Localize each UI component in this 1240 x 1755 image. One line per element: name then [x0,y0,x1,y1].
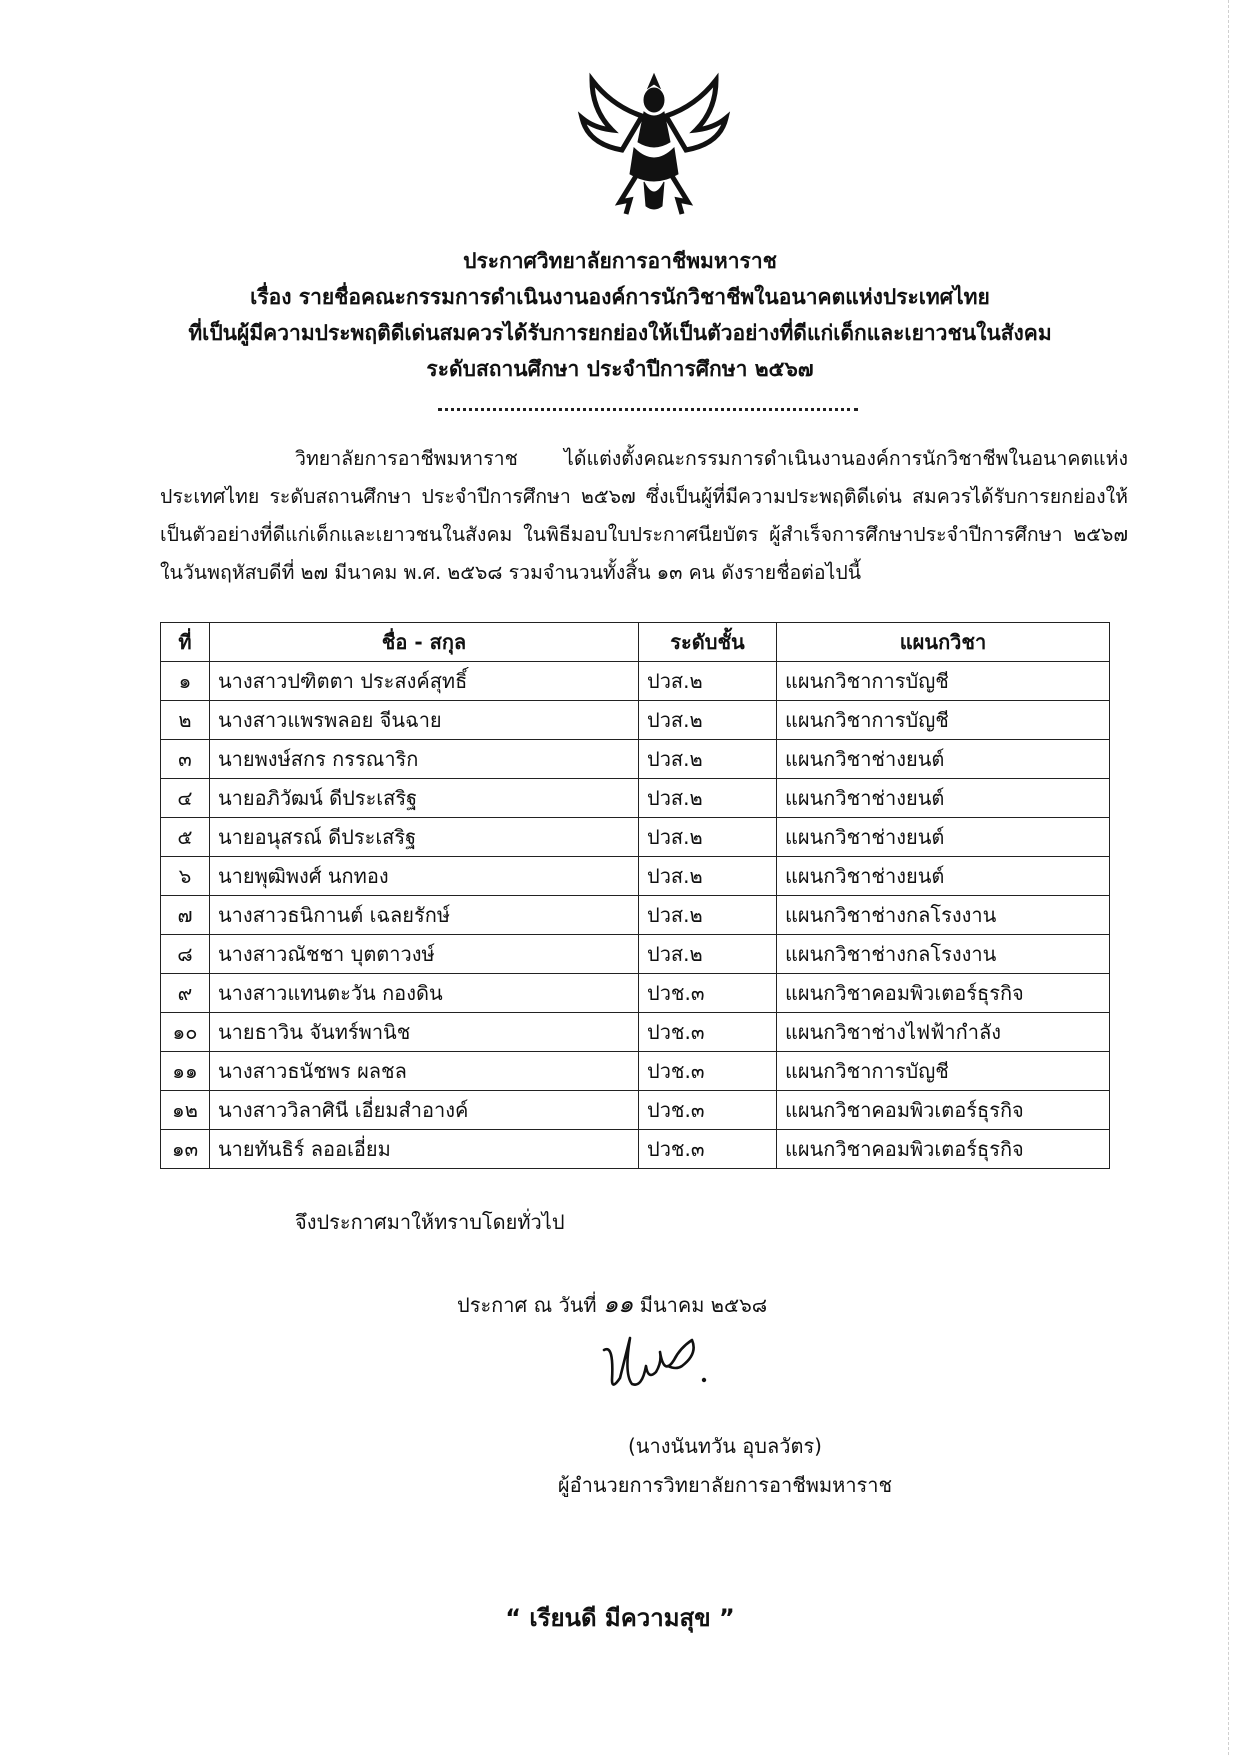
date-day: ๑๑ [602,1290,634,1318]
closing-text: จึงประกาศมาให้ทราบโดยทั่วไป [295,1210,565,1234]
announcement-date [457,1284,767,1323]
row-name: นายทันธิร์ ลออเอี่ยม [210,1130,639,1169]
recipients-table [160,622,1110,1169]
row-dept: แผนกวิชาคอมพิวเตอร์ธุรกิจ [777,974,1110,1013]
row-name: นายธาวิน จันทร์พานิช [210,1013,639,1052]
row-level: ปวช.๓ [639,1130,777,1169]
row-no: ๒ [161,701,210,740]
table-row [161,857,1110,896]
row-name: นายอภิวัฒน์ ดีประเสริฐ [210,779,639,818]
row-dept: แผนกวิชาช่างยนต์ [777,857,1110,896]
row-dept: แผนกวิชาการบัญชี [777,662,1110,701]
table-row [161,974,1110,1013]
row-no: ๔ [161,779,210,818]
row-dept: แผนกวิชาการบัญชี [777,1052,1110,1091]
row-no: ๑๒ [161,1091,210,1130]
row-name: นางสาวแทนตะวัน กองดิน [210,974,639,1013]
body-text: วิทยาลัยการอาชีพมหาราช ได้แต่งตั้งคณะกรรมการดำเนินงานองค์การนักวิชาชีพในอนาคตแห่งประเทศไทย ระดับสถานศึกษา ประจำปีการศึกษา ๒๕๖๗ ซึ่งเป็นผู้ที่มีความประพฤติดีเด่น สมควรได้รับการยกย่องให้เป็นตัวอย่างที่ดีแก่เด็กและเยาวชนในสังคม ในพิธีมอบใบประกาศนียบัตร ผู้สำเร็จการศึกษาประจำปีการศึกษา ๒๕๖๗ ในวันพฤหัสบดีที่ ๒๗ มีนาคม พ.ศ. ๒๕๖๘ รวมจำนวนทั้งสิ้น ๑๓ คน ดังรายชื่อต่อไปนี้ [160,447,1128,584]
row-no: ๑๐ [161,1013,210,1052]
row-no: ๖ [161,857,210,896]
subject-line-2: ที่เป็นผู้มีความประพฤติดีเด่นสมควรได้รับการยกย่องให้เป็นตัวอย่างที่ดีแก่เด็กและเยาวชนในสังคม [188,321,1052,345]
row-name: นางสาวธนิกานต์ เฉลยรักษ์ [210,896,639,935]
row-level: ปวช.๓ [639,1013,777,1052]
row-no: ๕ [161,818,210,857]
row-name: นางสาวธนัชพร ผลชล [210,1052,639,1091]
header-name: ชื่อ - สกุล [210,623,639,662]
table-row [161,1091,1110,1130]
row-name: นายพงษ์สกร กรรณาริก [210,740,639,779]
subject-line: เรื่อง รายชื่อคณะกรรมการดำเนินงานองค์การนักวิชาชีพในอนาคตแห่งประเทศไทย [250,285,990,309]
row-no: ๓ [161,740,210,779]
motto: “ เรียนดี มีความสุข ” [505,1604,735,1632]
table-row [161,1130,1110,1169]
row-dept: แผนกวิชาช่างกลโรงงาน [777,896,1110,935]
row-dept: แผนกวิชาช่างยนต์ [777,779,1110,818]
table-row [161,701,1110,740]
row-name: นางสาววิลาศินี เอี่ยมสำอางค์ [210,1091,639,1130]
row-no: ๑ [161,662,210,701]
row-level: ปวส.๒ [639,740,777,779]
row-no: ๑๑ [161,1052,210,1091]
row-level: ปวช.๓ [639,1052,777,1091]
table-row [161,1052,1110,1091]
row-no: ๑๓ [161,1130,210,1169]
table-row [161,935,1110,974]
row-level: ปวช.๓ [639,974,777,1013]
subject-line-3: ระดับสถานศึกษา ประจำปีการศึกษา ๒๕๖๗ [426,357,814,381]
row-name: นายพุฒิพงศ์ นกทอง [210,857,639,896]
table-row [161,740,1110,779]
row-dept: แผนกวิชาช่างยนต์ [777,740,1110,779]
row-dept: แผนกวิชาคอมพิวเตอร์ธุรกิจ [777,1091,1110,1130]
row-level: ปวช.๓ [639,1091,777,1130]
signer-position: ผู้อำนวยการวิทยาลัยการอาชีพมหาราช [557,1473,893,1497]
row-dept: แผนกวิชาคอมพิวเตอร์ธุรกิจ [777,1130,1110,1169]
announcement-title: ประกาศวิทยาลัยการอาชีพมหาราช [463,249,777,273]
table-row [161,896,1110,935]
row-no: ๘ [161,935,210,974]
row-level: ปวส.๒ [639,935,777,974]
handwritten-signature [596,1328,746,1408]
table-row [161,779,1110,818]
row-level: ปวส.๒ [639,701,777,740]
body-paragraph [160,440,1128,592]
signer-name: (นางนันทวัน อุบลวัตร) [628,1434,822,1458]
header-dept: แผนกวิชา [777,623,1110,662]
row-level: ปวส.๒ [639,896,777,935]
row-dept: แผนกวิชาการบัญชี [777,701,1110,740]
table-header-row [161,623,1110,662]
row-no: ๗ [161,896,210,935]
row-dept: แผนกวิชาช่างไฟฟ้ากำลัง [777,1013,1110,1052]
row-name: นางสาวณัชชา บุตตาวงษ์ [210,935,639,974]
date-prefix: ประกาศ ณ วันที่ [457,1293,597,1317]
table-row [161,662,1110,701]
row-name: นายอนุสรณ์ ดีประเสริฐ [210,818,639,857]
dotted-divider [438,408,858,411]
table-body [161,662,1110,1169]
table-row [161,1013,1110,1052]
row-name: นางสาวปฑิตตา ประสงค์สุทธิ์ [210,662,639,701]
table-row [161,818,1110,857]
header-no: ที่ [161,623,210,662]
row-no: ๙ [161,974,210,1013]
row-level: ปวส.๒ [639,662,777,701]
date-month: มีนาคม [639,1293,705,1317]
row-name: นางสาวแพรพลอย จีนฉาย [210,701,639,740]
row-level: ปวส.๒ [639,779,777,818]
row-dept: แผนกวิชาช่างกลโรงงาน [777,935,1110,974]
row-level: ปวส.๒ [639,818,777,857]
row-dept: แผนกวิชาช่างยนต์ [777,818,1110,857]
garuda-emblem-icon [574,72,734,222]
header-level: ระดับชั้น [639,623,777,662]
date-year: ๒๕๖๘ [710,1293,768,1317]
row-level: ปวส.๒ [639,857,777,896]
